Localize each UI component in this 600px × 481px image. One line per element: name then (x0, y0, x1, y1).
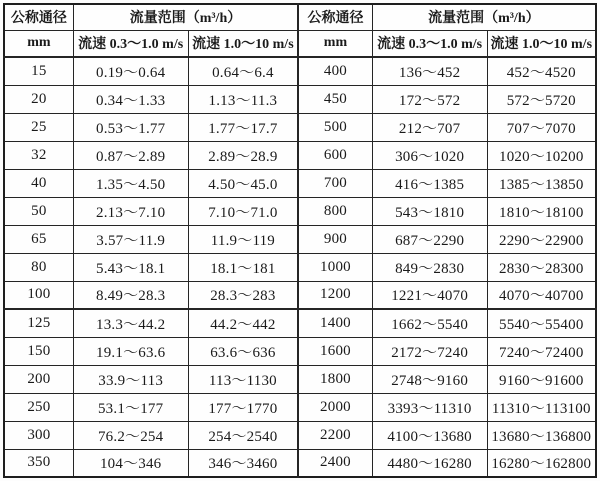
cell-dn-left: 80 (4, 253, 73, 281)
table-row (4, 225, 596, 253)
cell-dn-right: 1200 (298, 281, 372, 309)
cell-high-left: 7.10～71.0 (188, 197, 298, 225)
cell-high-left: 2.89～28.9 (188, 141, 298, 169)
cell-dn-right: 1800 (298, 365, 372, 393)
table-row (4, 309, 596, 337)
header-diameter-right: 公称通径 (298, 4, 372, 30)
header-unit-right: mm (298, 30, 372, 57)
cell-dn-left: 150 (4, 337, 73, 365)
table-row (4, 113, 596, 141)
cell-high-right: 2830～28300 (487, 253, 596, 281)
cell-high-left: 28.3～283 (188, 281, 298, 309)
header-diameter-left: 公称通径 (4, 4, 73, 30)
cell-dn-right: 600 (298, 141, 372, 169)
header-row-2 (4, 30, 596, 57)
cell-high-left: 4.50～45.0 (188, 169, 298, 197)
cell-high-right: 572～5720 (487, 85, 596, 113)
cell-low-right: 2172～7240 (372, 337, 487, 365)
cell-dn-right: 2000 (298, 393, 372, 421)
table-row (4, 169, 596, 197)
cell-high-right: 1020～10200 (487, 141, 596, 169)
cell-high-right: 5540～55400 (487, 309, 596, 337)
cell-high-right: 9160～91600 (487, 365, 596, 393)
cell-dn-right: 700 (298, 169, 372, 197)
cell-low-right: 543～1810 (372, 197, 487, 225)
cell-high-right: 16280～162800 (487, 449, 596, 477)
table-row (4, 365, 596, 393)
flow-range-table (3, 3, 597, 478)
cell-high-left: 18.1～181 (188, 253, 298, 281)
cell-high-left: 113～1130 (188, 365, 298, 393)
cell-high-right: 1810～18100 (487, 197, 596, 225)
cell-dn-right: 500 (298, 113, 372, 141)
cell-high-left: 177～1770 (188, 393, 298, 421)
cell-low-left: 3.57～11.9 (73, 225, 188, 253)
cell-high-right: 13680～136800 (487, 421, 596, 449)
header-velocity-low-right: 流速 0.3～1.0 m/s (372, 30, 487, 57)
cell-low-right: 687～2290 (372, 225, 487, 253)
cell-dn-left: 300 (4, 421, 73, 449)
header-row-1 (4, 4, 596, 30)
cell-dn-left: 200 (4, 365, 73, 393)
cell-low-left: 0.19～0.64 (73, 57, 188, 85)
table-row (4, 449, 596, 477)
table-row (4, 57, 596, 85)
cell-high-left: 63.6～636 (188, 337, 298, 365)
header-flow-range-left: 流量范围（m³/h） (73, 4, 298, 30)
cell-low-right: 212～707 (372, 113, 487, 141)
table-row (4, 253, 596, 281)
table-body (4, 57, 596, 477)
cell-low-right: 172～572 (372, 85, 487, 113)
cell-low-right: 4480～16280 (372, 449, 487, 477)
cell-low-left: 1.35～4.50 (73, 169, 188, 197)
cell-high-right: 1385～13850 (487, 169, 596, 197)
cell-dn-left: 32 (4, 141, 73, 169)
cell-low-left: 0.87～2.89 (73, 141, 188, 169)
table-row (4, 337, 596, 365)
cell-low-left: 33.9～113 (73, 365, 188, 393)
header-velocity-low-left: 流速 0.3～1.0 m/s (73, 30, 188, 57)
cell-low-left: 8.49～28.3 (73, 281, 188, 309)
table-row (4, 141, 596, 169)
cell-low-right: 416～1385 (372, 169, 487, 197)
cell-dn-right: 400 (298, 57, 372, 85)
cell-dn-left: 50 (4, 197, 73, 225)
cell-low-left: 104～346 (73, 449, 188, 477)
cell-dn-right: 1400 (298, 309, 372, 337)
table-header (4, 4, 596, 57)
cell-low-left: 0.34～1.33 (73, 85, 188, 113)
cell-dn-right: 900 (298, 225, 372, 253)
cell-low-right: 4100～13680 (372, 421, 487, 449)
cell-high-left: 1.13～11.3 (188, 85, 298, 113)
cell-low-left: 2.13～7.10 (73, 197, 188, 225)
cell-high-right: 707～7070 (487, 113, 596, 141)
cell-low-right: 1221～4070 (372, 281, 487, 309)
cell-high-left: 0.64～6.4 (188, 57, 298, 85)
cell-low-right: 3393～11310 (372, 393, 487, 421)
cell-high-left: 1.77～17.7 (188, 113, 298, 141)
header-flow-range-right: 流量范围（m³/h） (372, 4, 596, 30)
table-row (4, 281, 596, 309)
header-velocity-high-right: 流速 1.0～10 m/s (487, 30, 596, 57)
cell-high-left: 254～2540 (188, 421, 298, 449)
cell-high-right: 452～4520 (487, 57, 596, 85)
cell-dn-left: 125 (4, 309, 73, 337)
cell-low-left: 5.43～18.1 (73, 253, 188, 281)
cell-high-right: 7240～72400 (487, 337, 596, 365)
cell-high-right: 4070～40700 (487, 281, 596, 309)
cell-dn-left: 250 (4, 393, 73, 421)
cell-high-left: 11.9～119 (188, 225, 298, 253)
cell-high-left: 44.2～442 (188, 309, 298, 337)
header-unit-left: mm (4, 30, 73, 57)
cell-low-left: 53.1～177 (73, 393, 188, 421)
cell-low-left: 13.3～44.2 (73, 309, 188, 337)
cell-dn-left: 65 (4, 225, 73, 253)
header-velocity-high-left: 流速 1.0～10 m/s (188, 30, 298, 57)
table-row (4, 197, 596, 225)
cell-low-left: 0.53～1.77 (73, 113, 188, 141)
cell-dn-right: 800 (298, 197, 372, 225)
cell-dn-left: 350 (4, 449, 73, 477)
cell-low-right: 849～2830 (372, 253, 487, 281)
table-row (4, 393, 596, 421)
cell-high-right: 11310～113100 (487, 393, 596, 421)
cell-low-left: 19.1～63.6 (73, 337, 188, 365)
cell-low-left: 76.2～254 (73, 421, 188, 449)
cell-dn-right: 2400 (298, 449, 372, 477)
table-row (4, 421, 596, 449)
cell-low-right: 1662～5540 (372, 309, 487, 337)
cell-dn-left: 15 (4, 57, 73, 85)
cell-dn-right: 450 (298, 85, 372, 113)
cell-dn-left: 20 (4, 85, 73, 113)
cell-dn-left: 40 (4, 169, 73, 197)
cell-dn-left: 25 (4, 113, 73, 141)
cell-dn-right: 1000 (298, 253, 372, 281)
table-row (4, 85, 596, 113)
cell-low-right: 306～1020 (372, 141, 487, 169)
cell-low-right: 2748～9160 (372, 365, 487, 393)
cell-dn-left: 100 (4, 281, 73, 309)
cell-high-left: 346～3460 (188, 449, 298, 477)
cell-dn-right: 2200 (298, 421, 372, 449)
cell-dn-right: 1600 (298, 337, 372, 365)
cell-low-right: 136～452 (372, 57, 487, 85)
cell-high-right: 2290～22900 (487, 225, 596, 253)
